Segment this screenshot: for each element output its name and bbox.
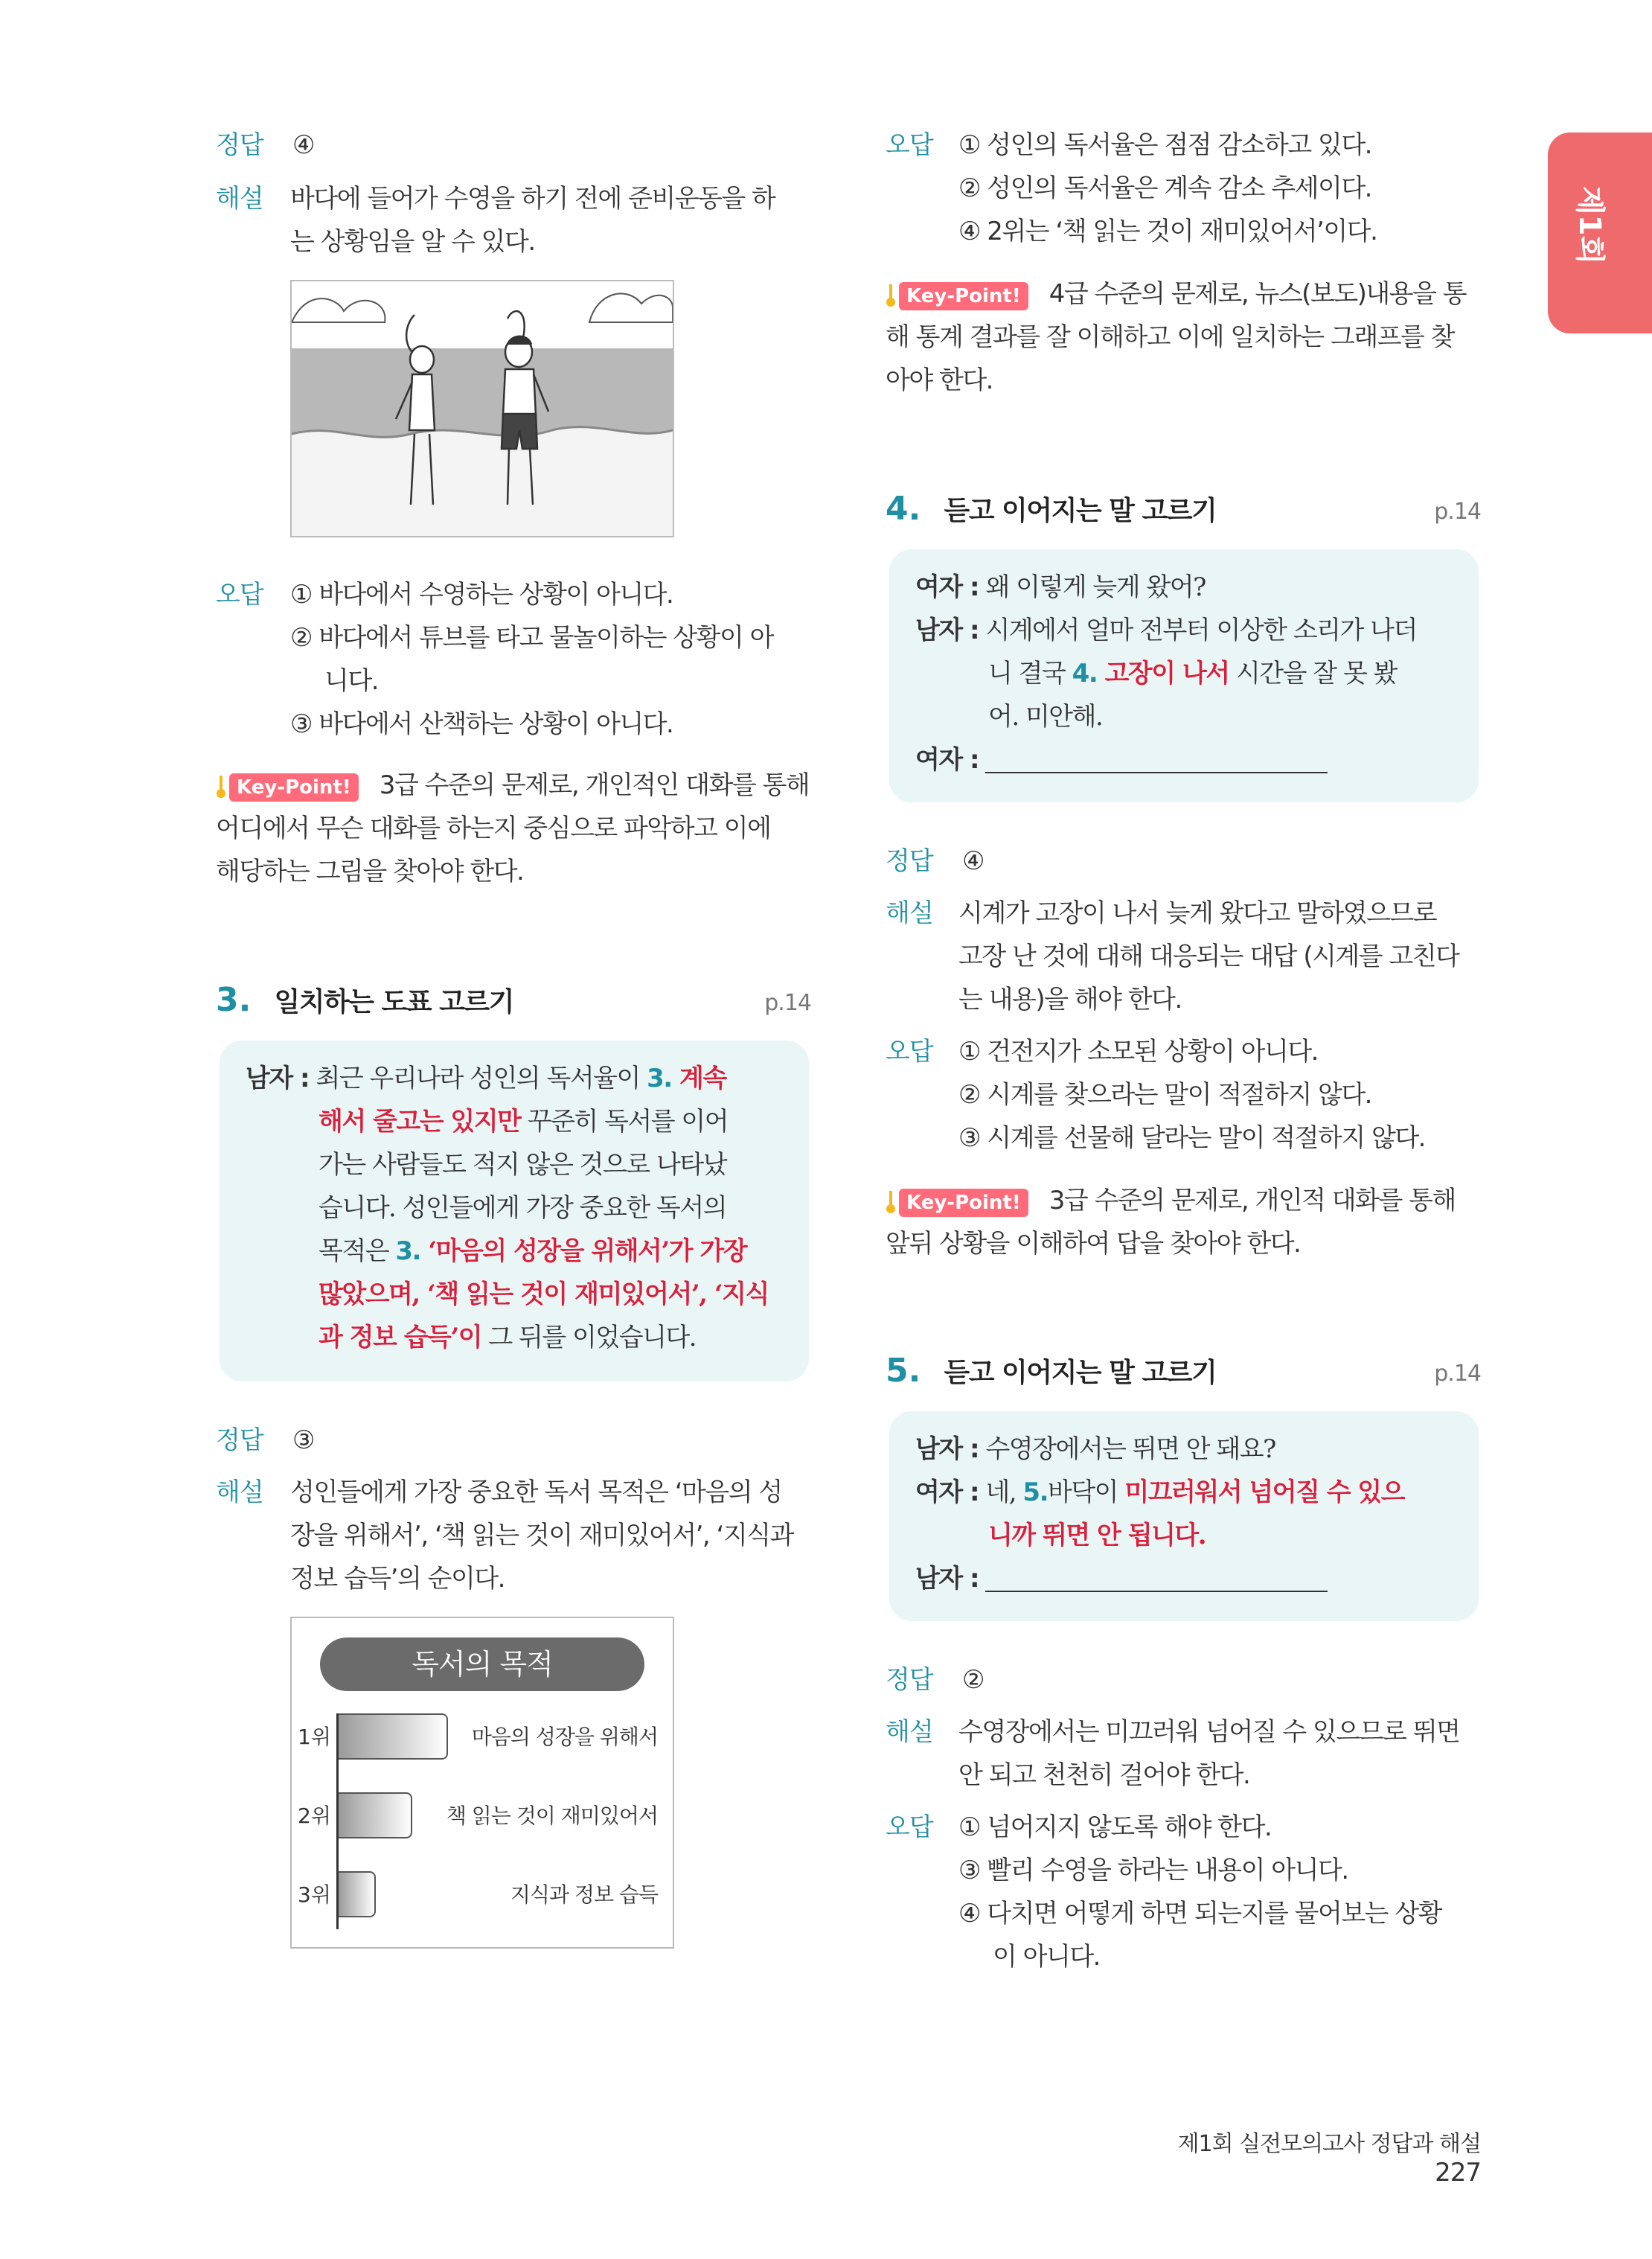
q4-page-ref: p.14 <box>1434 499 1481 525</box>
q5-dialog-line-2: 여자 : 네, 5.바닥이 미끄러워서 넘어질 수 있으 <box>915 1477 1405 1507</box>
q4-dialog-line-2: 남자 : 시계에서 얼마 전부터 이상한 소리가 나더 <box>915 616 1417 645</box>
beach-scene-svg <box>292 281 673 536</box>
q3-keypoint-line-1: Key-Point! 4급 수준의 문제로, 뉴스(보도)내용을 통 <box>886 272 1466 316</box>
page-footer <box>1131 2125 1481 2188</box>
q2-keypoint-line-3: 해당하는 그림을 찾아야 한다. <box>216 857 524 886</box>
q3-title: 일치하는 도표 고르기 <box>274 987 513 1017</box>
side-tab-label: 제1회 <box>1572 186 1607 265</box>
q4-wrong-line-2: ② 시계를 찾으라는 말이 적절하지 않다. <box>958 1080 1371 1110</box>
q3-expl-label: 해설 <box>216 1477 263 1507</box>
q2-wrong-line-4: ③ 바다에서 산책하는 상황이 아니다. <box>290 709 673 739</box>
q5-expl-line-2: 안 되고 천천히 걸어야 한다. <box>958 1760 1250 1790</box>
q4-wrong-label: 오답 <box>886 1037 933 1067</box>
q3-dialog-line-7: 과 정보 습득’이 그 뒤를 이었습니다. <box>318 1323 697 1352</box>
q2-expl-label: 해설 <box>216 184 263 214</box>
q4-keypoint-line-1: Key-Point! 3급 수준의 문제로, 개인적 대화를 통해 <box>886 1179 1456 1222</box>
q5-wrong-label: 오답 <box>886 1812 933 1842</box>
q4-title: 듣고 이어지는 말 고르기 <box>944 496 1217 526</box>
q3-dialog-line-4: 습니다. 성인들에게 가장 중요한 독서의 <box>318 1193 727 1223</box>
answer-label: 정답 <box>216 130 263 160</box>
chart-rank-label: 2위 <box>298 1803 331 1828</box>
q5-expl-line-1: 수영장에서는 미끄러워 넘어질 수 있으므로 뛰면 <box>958 1717 1460 1747</box>
q3-dialog-line-1: 남자 : 최근 우리나라 성인의 독서율이 3. 계속 <box>246 1064 726 1093</box>
q5-wrong-line-1: ① 넘어지지 않도록 해야 한다. <box>958 1812 1272 1842</box>
q2-keypoint-line-1: Key-Point! 3급 수준의 문제로, 개인적인 대화를 통해 <box>216 764 809 807</box>
keypoint-badge: Key-Point! <box>899 1189 1028 1217</box>
q5-header <box>886 1352 1481 1396</box>
q3-expl-line-2: 장을 위해서’, ‘책 읽는 것이 재미있어서’, ‘지식과 <box>290 1521 793 1550</box>
q3-wrong-line-3: ④ 2위는 ‘책 읽는 것이 재미있어서’이다. <box>958 217 1377 246</box>
answer-blank <box>985 750 1328 773</box>
q3-keypoint-line-2: 해 통계 결과를 잘 이해하고 이에 일치하는 그래프를 찾 <box>886 322 1455 352</box>
keypoint-badge: Key-Point! <box>899 282 1028 310</box>
q2-wrong-label: 오답 <box>216 580 263 610</box>
chart-bar <box>339 1713 448 1760</box>
footer-text: 제1회 실전모의고사 정답과 해설 <box>1177 2131 1481 2157</box>
q3-number: 3. <box>216 981 252 1019</box>
q4-expl-label: 해설 <box>886 898 933 928</box>
chart-rank-label: 1위 <box>298 1725 331 1749</box>
chart-bar <box>339 1792 412 1838</box>
q4-expl-line-3: 는 내용)을 해야 한다. <box>958 985 1182 1015</box>
beach-stretching-illustration <box>290 280 674 537</box>
chart-title: 독서의 목적 <box>320 1637 644 1691</box>
q4-dialog-line-3: 니 결국 4. 고장이 나서 시간을 잘 못 봤 <box>988 659 1397 688</box>
q2-expl-line-2: 는 상황임을 알 수 있다. <box>290 227 535 257</box>
key-icon <box>886 283 896 308</box>
q4-number: 4. <box>886 490 921 528</box>
q4-wrong-line-3: ③ 시계를 선물해 달라는 말이 적절하지 않다. <box>958 1123 1425 1153</box>
q3-dialog-line-5: 목적은 3. ‘마음의 성장을 위해서’가 가장 <box>318 1236 747 1266</box>
q5-number: 5. <box>886 1352 921 1390</box>
q3-wrong-line-1: ① 성인의 독서율은 점점 감소하고 있다. <box>958 130 1371 160</box>
q5-wrong-line-3: ④ 다치면 어떻게 하면 되는지를 물어보는 상황 <box>958 1899 1442 1929</box>
q3-expl-line-3: 정보 습득’의 순이다. <box>290 1564 505 1594</box>
q5-dialog-line-1: 남자 : 수영장에서는 뛰면 안 돼요? <box>915 1434 1275 1464</box>
q3-dialog-line-6: 많았으며, ‘책 읽는 것이 재미있어서’, ‘지식 <box>318 1279 769 1309</box>
key-icon <box>886 1189 896 1215</box>
q5-dialog-line-4: 남자 : <box>915 1557 1328 1600</box>
q3-answer-row: 정답 ③ <box>216 1425 314 1455</box>
q5-title: 듣고 이어지는 말 고르기 <box>944 1358 1217 1388</box>
chart-rank-label: 3위 <box>298 1882 331 1907</box>
q4-header <box>886 490 1481 534</box>
q3-expl-line-1: 성인들에게 가장 중요한 독서 목적은 ‘마음의 성 <box>290 1477 782 1507</box>
q4-answer-row: 정답 ④ <box>886 846 984 876</box>
chart-bar-label: 마음의 성장을 위해서 <box>471 1725 658 1749</box>
q4-expl-line-1: 시계가 고장이 나서 늦게 왔다고 말하였으므로 <box>958 898 1437 928</box>
q3-dialog-line-3: 가는 사람들도 적지 않은 것으로 나타났 <box>318 1150 727 1180</box>
q3-dialog-line-2: 해서 줄고는 있지만 꾸준히 독서를 이어 <box>318 1107 729 1137</box>
key-icon <box>216 774 226 799</box>
q2-wrong-line-1: ① 바다에서 수영하는 상황이 아니다. <box>290 580 673 610</box>
q4-dialog-line-1: 여자 : 왜 이렇게 늦게 왔어? <box>915 572 1206 602</box>
chart-bar-label: 지식과 정보 습득 <box>510 1882 658 1907</box>
q5-expl-label: 해설 <box>886 1717 933 1747</box>
chart-bar <box>339 1871 376 1917</box>
q3-header <box>216 981 811 1026</box>
q4-wrong-line-1: ① 건전지가 소모된 상황이 아니다. <box>958 1037 1318 1067</box>
q4-expl-line-2: 고장 난 것에 대해 대응되는 대답 (시계를 고친다 <box>958 942 1459 971</box>
q3-wrong-line-2: ② 성인의 독서율은 계속 감소 추세이다. <box>958 173 1371 203</box>
q2-keypoint-line-2: 어디에서 무슨 대화를 하는지 중심으로 파악하고 이에 <box>216 814 771 843</box>
q5-wrong-line-4: 이 아니다. <box>993 1942 1100 1972</box>
q4-keypoint-line-2: 앞뒤 상황을 이해하여 답을 찾아야 한다. <box>886 1229 1301 1259</box>
q4-dialog-line-5: 여자 : <box>915 738 1328 782</box>
keypoint-badge: Key-Point! <box>229 773 359 802</box>
q3-wrong-label: 오답 <box>886 130 933 160</box>
chart-bar-label: 책 읽는 것이 재미있어서 <box>446 1803 658 1828</box>
q3-keypoint-line-3: 아야 한다. <box>886 365 993 395</box>
answer-value: ④ <box>292 130 314 160</box>
q4-dialog-line-4: 어. 미안해. <box>988 702 1103 732</box>
q2-wrong-line-3: 니다. <box>324 666 378 696</box>
q5-dialog-line-3: 니까 뛰면 안 됩니다. <box>988 1521 1206 1550</box>
q5-answer-row: 정답 ② <box>886 1665 984 1695</box>
answer-blank <box>985 1568 1328 1592</box>
q5-wrong-line-2: ③ 빨리 수영을 하라는 내용이 아니다. <box>958 1856 1348 1885</box>
q3-page-ref: p.14 <box>764 990 811 1016</box>
page-number: 227 <box>1435 2158 1481 2188</box>
q2-wrong-line-2: ② 바다에서 튜브를 타고 물놀이하는 상황이 아 <box>290 623 774 653</box>
q2-expl-line-1: 바다에 들어가 수영을 하기 전에 준비운동을 하 <box>290 184 775 214</box>
reading-purpose-chart <box>290 1617 674 1949</box>
q5-page-ref: p.14 <box>1434 1361 1481 1387</box>
q2-answer-row <box>216 124 314 167</box>
